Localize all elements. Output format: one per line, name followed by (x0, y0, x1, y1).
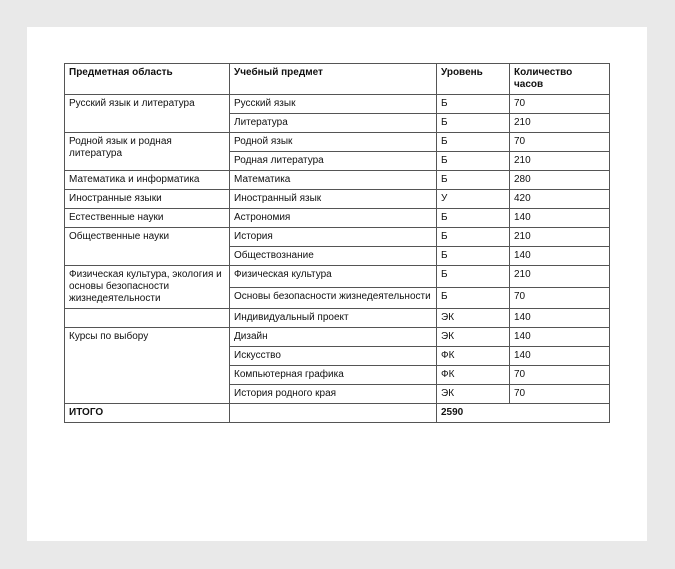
table-row (65, 328, 610, 347)
area-cell (65, 309, 230, 328)
table-row (65, 171, 610, 190)
table-row (65, 209, 610, 228)
subject-cell: Русский язык (230, 95, 437, 114)
total-empty-cell (230, 404, 437, 423)
level-cell: ЭК (437, 309, 510, 328)
table-row (65, 133, 610, 152)
level-cell: Б (437, 152, 510, 171)
level-cell: Б (437, 228, 510, 247)
subject-cell: Основы безопасности жизнедеятельности (230, 287, 437, 309)
subject-cell: Компьютерная графика (230, 366, 437, 385)
hours-cell: 140 (510, 247, 610, 266)
level-cell: ЭК (437, 385, 510, 404)
header-subject: Учебный предмет (230, 64, 437, 95)
subject-cell: Обществознание (230, 247, 437, 266)
hours-cell: 210 (510, 152, 610, 171)
level-cell: Б (437, 171, 510, 190)
hours-cell: 210 (510, 228, 610, 247)
table-row (65, 309, 610, 328)
subject-cell: Индивидуальный проект (230, 309, 437, 328)
subject-cell: Математика (230, 171, 437, 190)
area-cell: Родной язык и родная литература (65, 133, 230, 171)
total-hours: 2590 (437, 404, 610, 423)
table-row (65, 228, 610, 247)
header-level: Уровень (437, 64, 510, 95)
subject-cell: Астрономия (230, 209, 437, 228)
hours-cell: 70 (510, 385, 610, 404)
hours-cell: 280 (510, 171, 610, 190)
hours-cell: 70 (510, 133, 610, 152)
header-hours: Количество часов (510, 64, 610, 95)
table-row (65, 266, 610, 288)
hours-cell: 210 (510, 114, 610, 133)
level-cell: ФК (437, 347, 510, 366)
area-cell: Русский язык и литература (65, 95, 230, 133)
hours-cell: 420 (510, 190, 610, 209)
hours-cell: 210 (510, 266, 610, 288)
header-row (65, 64, 610, 95)
subject-cell: История (230, 228, 437, 247)
level-cell: У (437, 190, 510, 209)
subject-cell: Литература (230, 114, 437, 133)
curriculum-table (64, 63, 610, 423)
subject-cell: История родного края (230, 385, 437, 404)
level-cell: Б (437, 287, 510, 309)
hours-cell: 140 (510, 328, 610, 347)
area-cell: Общественные науки (65, 228, 230, 266)
area-cell: Иностранные языки (65, 190, 230, 209)
hours-cell: 70 (510, 366, 610, 385)
hours-cell: 140 (510, 347, 610, 366)
table-row (65, 95, 610, 114)
area-cell: Естественные науки (65, 209, 230, 228)
level-cell: Б (437, 266, 510, 288)
document-page (27, 27, 647, 541)
subject-cell: Иностранный язык (230, 190, 437, 209)
header-area: Предметная область (65, 64, 230, 95)
hours-cell: 140 (510, 309, 610, 328)
level-cell: ЭК (437, 328, 510, 347)
level-cell: Б (437, 114, 510, 133)
hours-cell: 70 (510, 287, 610, 309)
hours-cell: 70 (510, 95, 610, 114)
total-row (65, 404, 610, 423)
level-cell: Б (437, 209, 510, 228)
subject-cell: Дизайн (230, 328, 437, 347)
total-label: ИТОГО (65, 404, 230, 423)
level-cell: ФК (437, 366, 510, 385)
hours-cell: 140 (510, 209, 610, 228)
level-cell: Б (437, 133, 510, 152)
area-cell: Физическая культура, экология и основы безопасности жизнедеятельности (65, 266, 230, 309)
area-cell: Математика и информатика (65, 171, 230, 190)
subject-cell: Физическая культура (230, 266, 437, 288)
area-cell: Курсы по выбору (65, 328, 230, 404)
level-cell: Б (437, 247, 510, 266)
subject-cell: Искусство (230, 347, 437, 366)
subject-cell: Родной язык (230, 133, 437, 152)
level-cell: Б (437, 95, 510, 114)
subject-cell: Родная литература (230, 152, 437, 171)
table-row (65, 190, 610, 209)
